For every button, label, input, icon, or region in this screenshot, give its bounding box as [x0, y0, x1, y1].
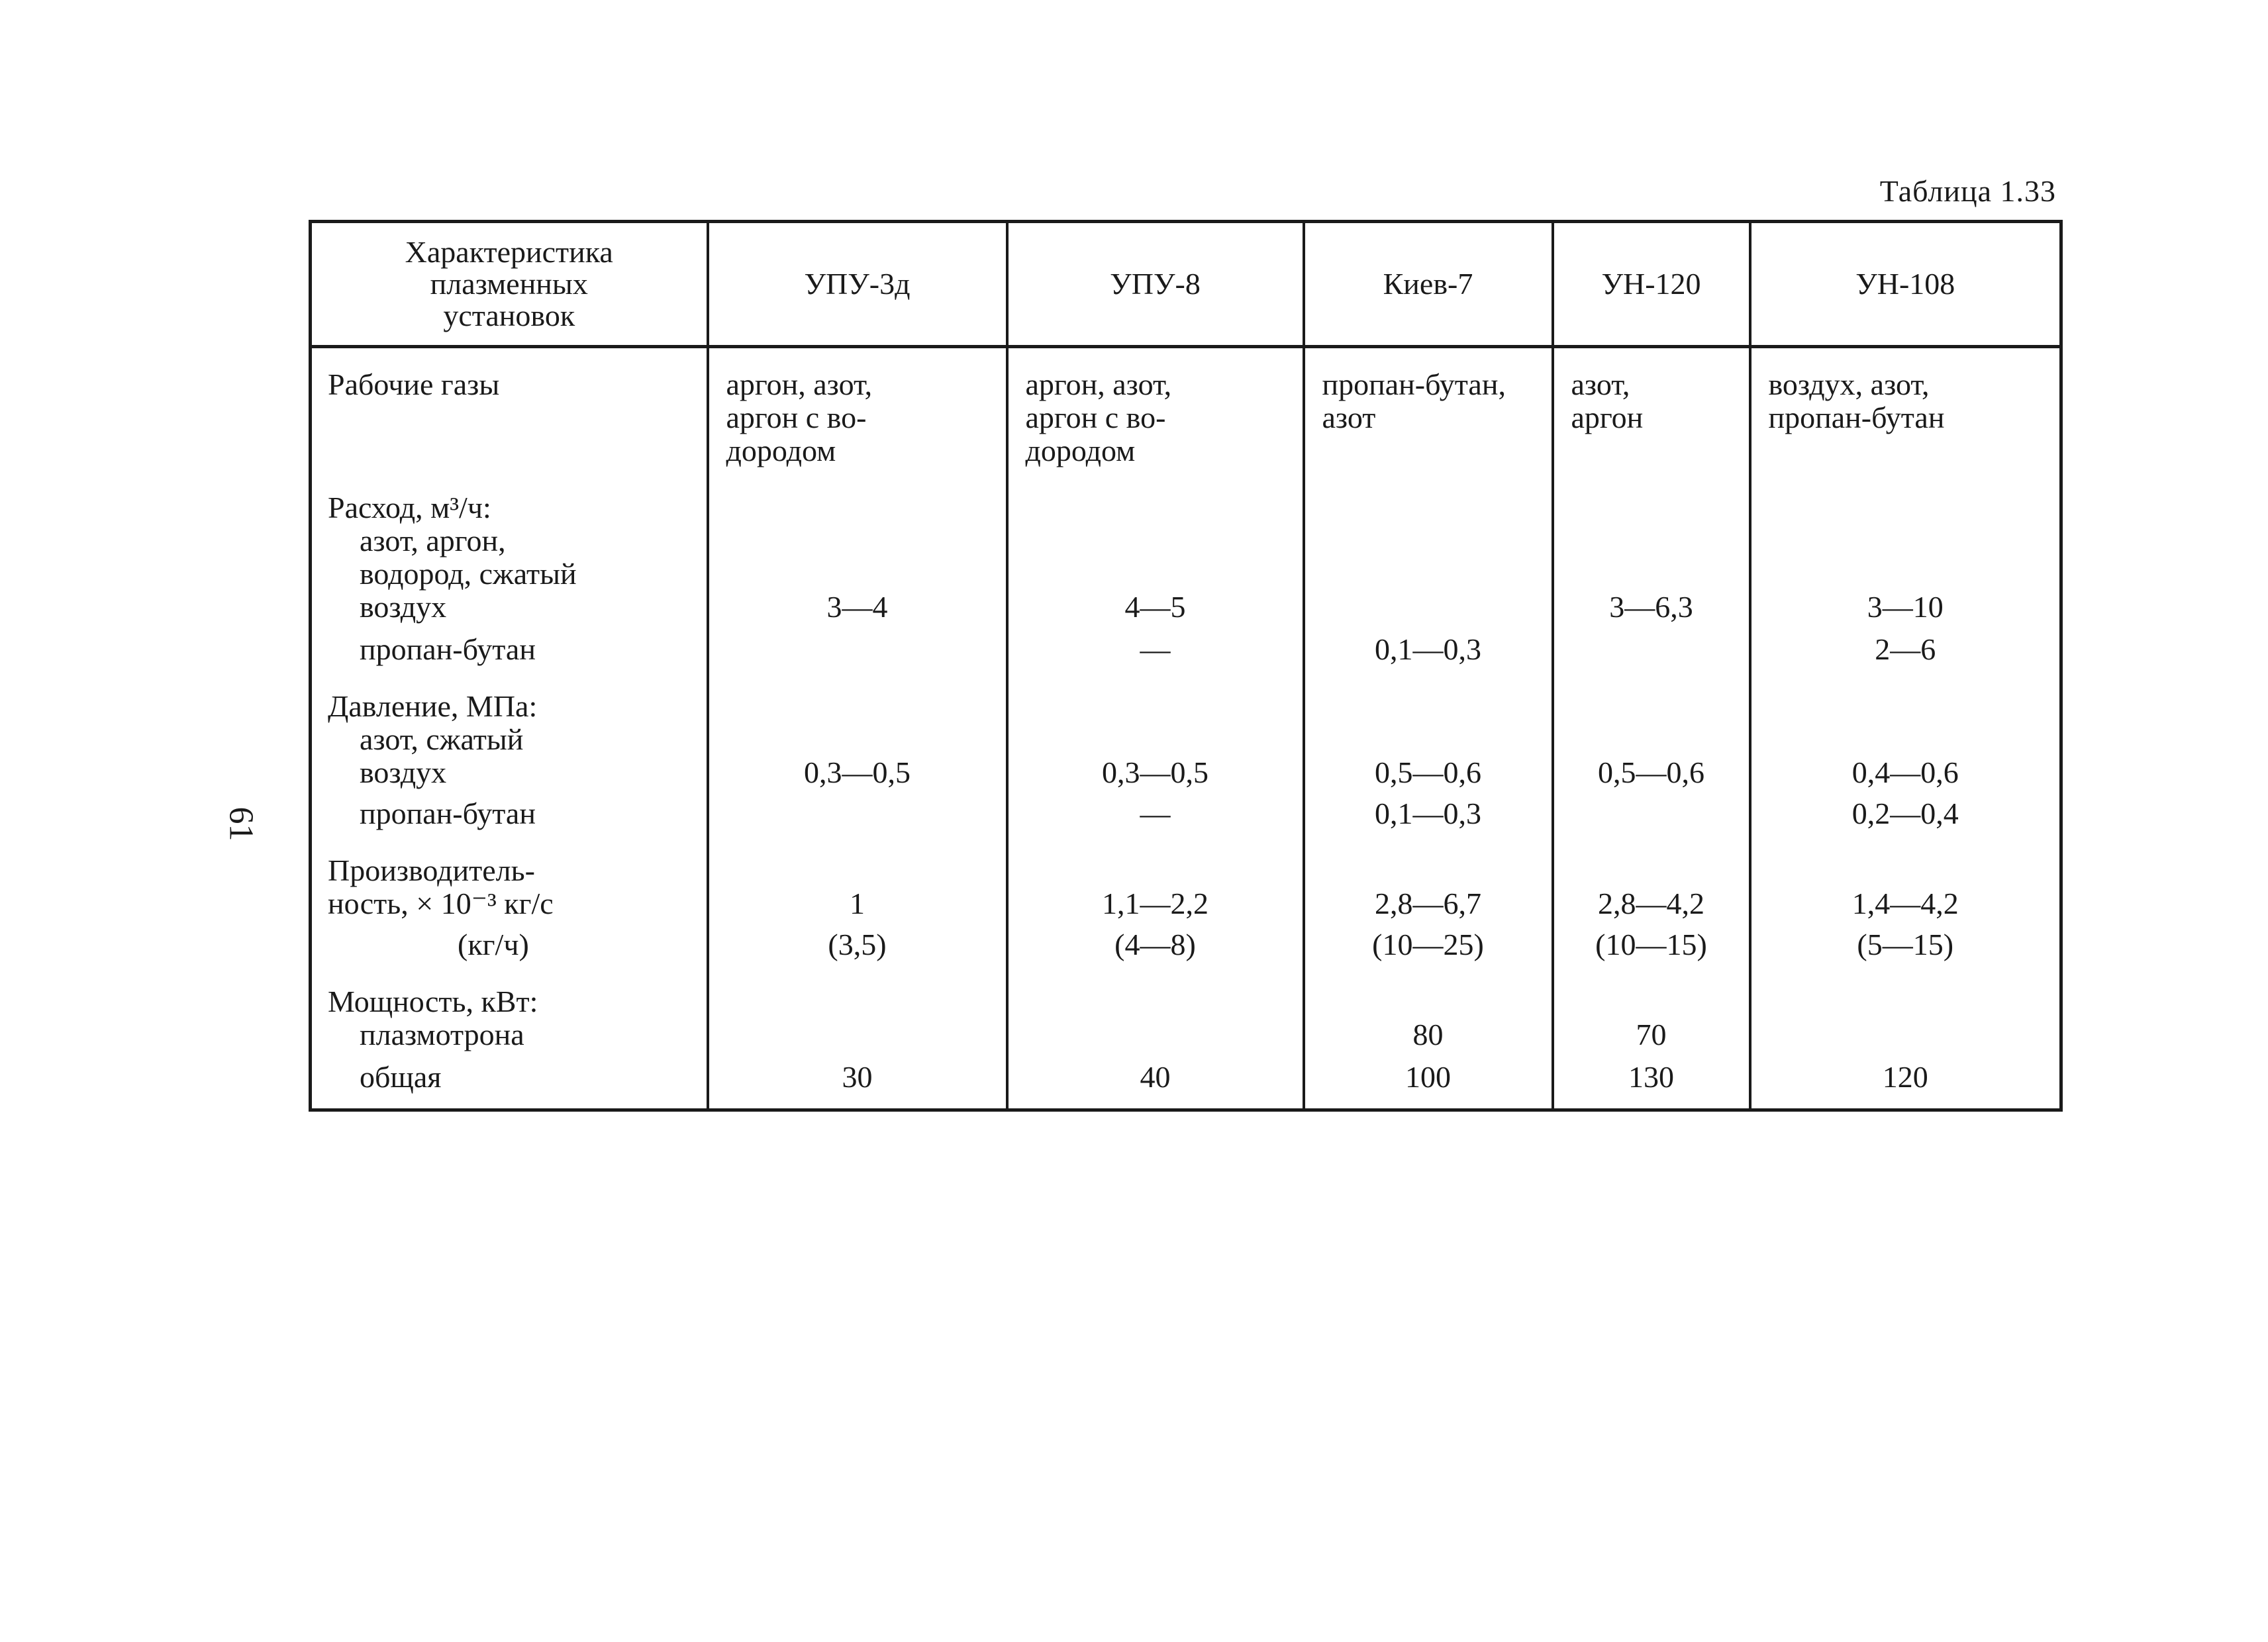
row-label: плазмотрона — [311, 1018, 708, 1051]
cell-value — [1750, 1018, 2061, 1051]
cell-line: аргон, азот, — [726, 367, 873, 401]
cell-gas — [1007, 347, 1304, 492]
header-upu-3d: УПУ-3д — [708, 222, 1007, 347]
row-label: Мощность, кВт: — [311, 985, 708, 1018]
cell-value: 0,1—0,3 — [1304, 624, 1553, 690]
cell-value: 1,4—4,2 — [1750, 854, 2061, 920]
cell-value: — — [1007, 789, 1304, 854]
header-upu-8: УПУ-8 — [1007, 222, 1304, 347]
table-row-power-total — [311, 1051, 2061, 1094]
cell-value: 0,3—0,5 — [1007, 723, 1304, 789]
table-row-pressure-propane — [311, 789, 2061, 854]
row-label: общая — [311, 1051, 708, 1094]
page-number: 61 — [222, 806, 260, 842]
cell-value: 1,1—2,2 — [1007, 854, 1304, 920]
header-characteristic — [311, 222, 708, 347]
header-kiev-7: Киев-7 — [1304, 222, 1553, 347]
cell-value — [1553, 789, 1750, 854]
cell-value: (5—15) — [1750, 920, 2061, 985]
header-line: плазменных — [430, 267, 588, 301]
cell-value: 0,2—0,4 — [1750, 789, 2061, 854]
cell-value: (10—25) — [1304, 920, 1553, 985]
row-label: (кг/ч) — [311, 920, 708, 985]
row-label — [311, 854, 708, 920]
row-label — [311, 723, 708, 789]
table-row-flow-propane — [311, 624, 2061, 690]
cell-value: (4—8) — [1007, 920, 1304, 985]
cell-value — [1553, 624, 1750, 690]
cell-value — [708, 1018, 1007, 1051]
cell-line: азот — [1322, 401, 1376, 434]
header-line: установок — [443, 299, 575, 332]
row-label: пропан-бутан — [311, 789, 708, 854]
cell-value: (3,5) — [708, 920, 1007, 985]
cell-line: пропан-бутан, — [1322, 367, 1506, 401]
header-un-108: УН-108 — [1750, 222, 2061, 347]
cell-line: азот, — [1571, 367, 1630, 401]
cell-line: аргон, азот, — [1025, 367, 1172, 401]
cell-value — [1304, 524, 1553, 624]
row-label: Давление, МПа: — [311, 690, 708, 723]
cell-line: аргон — [1571, 401, 1644, 434]
cell-line: воздух, азот, — [1768, 367, 1930, 401]
label-line: водород, сжатый — [360, 557, 577, 591]
table-row-flow-title — [311, 491, 2061, 524]
cell-value: 120 — [1750, 1051, 2061, 1094]
cell-value: 0,5—0,6 — [1553, 723, 1750, 789]
cell-line: дородом — [1025, 434, 1136, 467]
table-row-flow-gases — [311, 524, 2061, 624]
cell-value: (10—15) — [1553, 920, 1750, 985]
row-label — [311, 524, 708, 624]
cell-value: — — [1007, 624, 1304, 690]
cell-value: 0,4—0,6 — [1750, 723, 2061, 789]
cell-line: аргон с во- — [1025, 401, 1166, 434]
cell-gas — [708, 347, 1007, 492]
header-row — [311, 222, 2061, 347]
cell-gas — [1553, 347, 1750, 492]
cell-value: 0,1—0,3 — [1304, 789, 1553, 854]
table-row-gases — [311, 347, 2061, 492]
cell-value: 30 — [708, 1051, 1007, 1094]
cell-value: 3—10 — [1750, 524, 2061, 624]
cell-value: 2,8—4,2 — [1553, 854, 1750, 920]
row-label: Расход, м³/ч: — [311, 491, 708, 524]
label-line: азот, аргон, — [360, 524, 506, 557]
table-row-pressure-nitrogen — [311, 723, 2061, 789]
cell-value — [708, 789, 1007, 854]
label-line: воздух — [360, 590, 447, 624]
cell-value: 0,3—0,5 — [708, 723, 1007, 789]
label-line: ность, × 10⁻³ кг/с — [328, 887, 554, 920]
plasma-installations-table — [309, 220, 2063, 1112]
table-row-productivity — [311, 854, 2061, 920]
cell-value: 4—5 — [1007, 524, 1304, 624]
cell-value: 0,5—0,6 — [1304, 723, 1553, 789]
cell-value: 70 — [1553, 1018, 1750, 1051]
table-row-power-plasmatron — [311, 1018, 2061, 1051]
cell-value: 3—6,3 — [1553, 524, 1750, 624]
table-row-spacer — [311, 1094, 2061, 1110]
header-line: Характеристика — [405, 235, 613, 269]
cell-value: 40 — [1007, 1051, 1304, 1094]
cell-line: дородом — [726, 434, 836, 467]
header-un-120: УН-120 — [1553, 222, 1750, 347]
table-row-power-title — [311, 985, 2061, 1018]
label-line: азот, сжатый — [360, 722, 524, 756]
cell-value: 3—4 — [708, 524, 1007, 624]
table-row-productivity-kgh — [311, 920, 2061, 985]
cell-gas — [1750, 347, 2061, 492]
table-caption: Таблица 1.33 — [1879, 174, 2056, 208]
label-line: воздух — [360, 755, 447, 789]
table-row-pressure-title — [311, 690, 2061, 723]
cell-value — [708, 624, 1007, 690]
cell-gas — [1304, 347, 1553, 492]
cell-line: пропан-бутан — [1768, 401, 1945, 434]
cell-value: 2,8—6,7 — [1304, 854, 1553, 920]
cell-line: аргон с во- — [726, 401, 867, 434]
label-line: Производитель- — [328, 853, 535, 887]
cell-value: 1 — [708, 854, 1007, 920]
cell-value: 2—6 — [1750, 624, 2061, 690]
cell-value: 80 — [1304, 1018, 1553, 1051]
cell-value: 130 — [1553, 1051, 1750, 1094]
cell-value: 100 — [1304, 1051, 1553, 1094]
row-label: пропан-бутан — [311, 624, 708, 690]
cell-value — [1007, 1018, 1304, 1051]
row-label: Рабочие газы — [311, 347, 708, 492]
